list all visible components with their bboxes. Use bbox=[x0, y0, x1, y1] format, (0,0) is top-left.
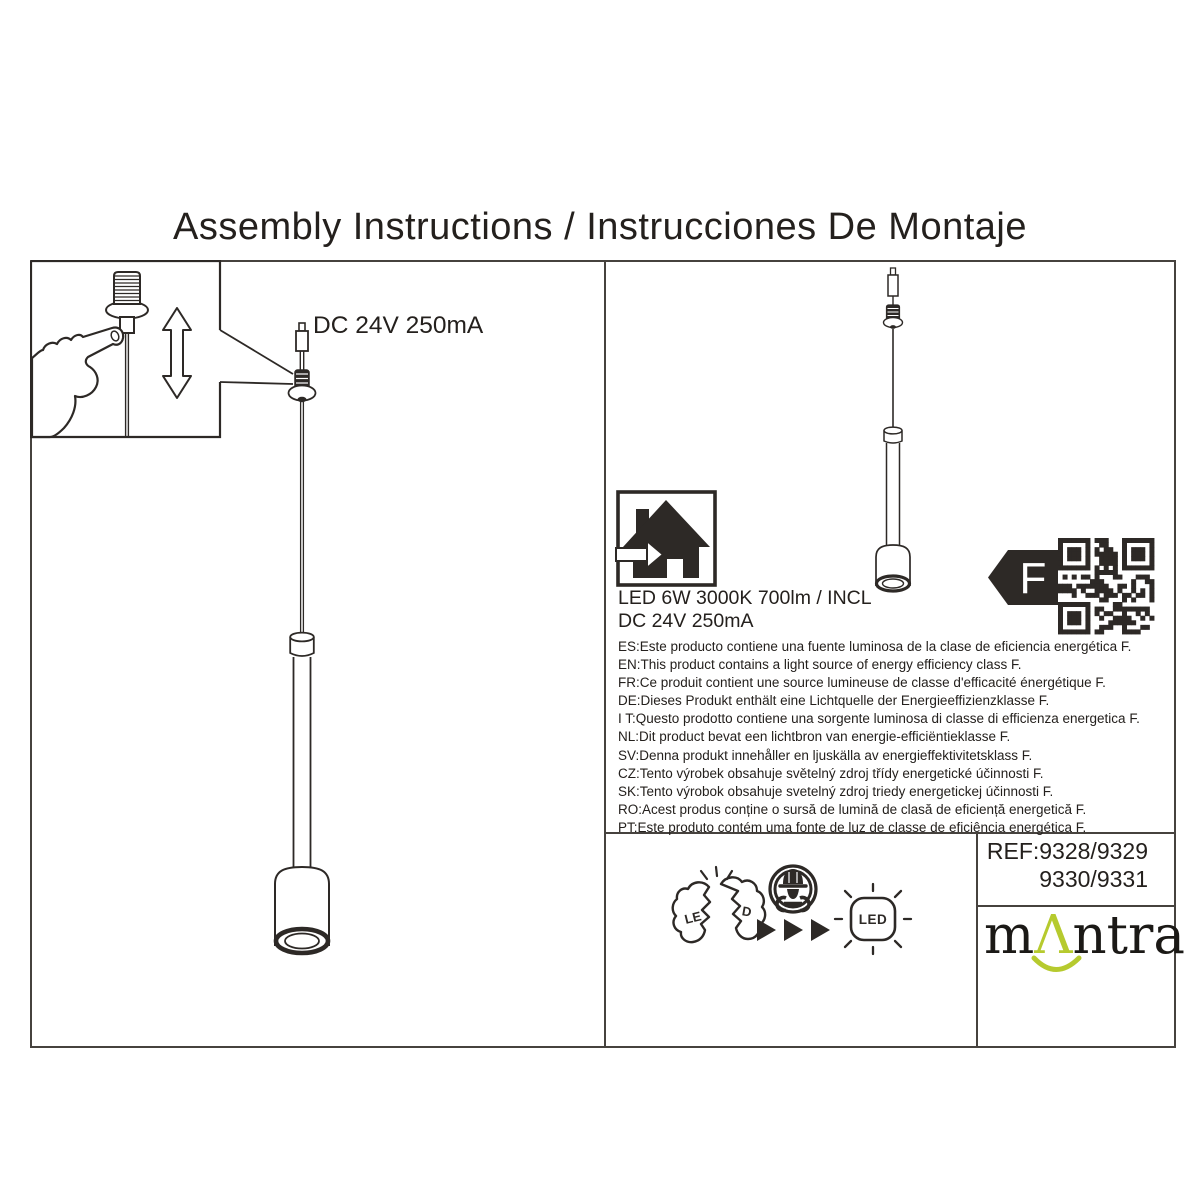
threaded-stud bbox=[106, 272, 148, 437]
lamp-spec-line1: LED 6W 3000K 700lm / INCL bbox=[618, 587, 872, 609]
brand-caret: Λ bbox=[1034, 905, 1073, 966]
brand-suffix: ntra bbox=[1072, 905, 1185, 966]
glowing-led-label: LED bbox=[858, 912, 888, 927]
triple-arrow-icon bbox=[757, 919, 830, 941]
language-line: DE:Dieses Produkt enthält eine Lichtquelle der Energieeffizienzklasse F. bbox=[618, 693, 1050, 709]
energy-class-letter: F bbox=[1019, 554, 1047, 603]
energy-class-arrow bbox=[988, 550, 1058, 605]
language-line: CZ:Tento výrobek obsahuje světelný zdroj třídy energetické účinnosti F. bbox=[618, 765, 1044, 781]
left-panel bbox=[31, 261, 329, 953]
broken-led-label-left: LE bbox=[683, 908, 703, 927]
ref-line-2: 9330/9331 bbox=[1039, 865, 1148, 892]
broken-led-icon bbox=[673, 867, 765, 942]
qr-code bbox=[1058, 538, 1154, 634]
language-line: PT:Este produto contém uma fonte de luz de classe de eficiência energética F. bbox=[618, 819, 1087, 835]
hand-illustration bbox=[32, 328, 123, 437]
language-line: NL:Dit product bevat een lichtbron van energie-efficiëntieklasse F. bbox=[618, 729, 1011, 745]
lamp-body bbox=[275, 867, 329, 953]
ref-line-1: REF:9328/9329 bbox=[986, 838, 1148, 864]
page-title: Assembly Instructions / Instrucciones De Montaje bbox=[172, 206, 1027, 248]
brand-logo bbox=[984, 905, 1185, 966]
indoor-use-icon bbox=[616, 492, 715, 585]
lamp-cap bbox=[290, 633, 314, 656]
pendant-lamp-left bbox=[275, 323, 329, 953]
language-line: ES:Este producto contiene una fuente luminosa de la clase de eficiencia energética F. bbox=[618, 639, 1132, 654]
language-line: SV:Denna produkt innehåller en ljuskälla av energieffektivitetsklass F. bbox=[618, 747, 1033, 763]
language-line: I T:Questo prodotto contiene una sorgente luminosa di classe di efficienza energetica F. bbox=[618, 711, 1140, 727]
dc-plug bbox=[296, 323, 308, 370]
language-line: RO:Acest produs conține o sursă de lumină de clasă de eficiență energetică F. bbox=[618, 801, 1087, 817]
reference-numbers bbox=[987, 838, 1148, 893]
cord-gripper bbox=[289, 370, 316, 402]
callout-lines bbox=[220, 330, 293, 384]
language-notes bbox=[618, 638, 1193, 837]
lamp-tube bbox=[294, 657, 311, 868]
power-spec-label: DC 24V 250mA bbox=[313, 312, 484, 339]
language-line: SK:Tento výrobok obsahuje svetelný zdroj triedy energetickej účinnosti F. bbox=[618, 783, 1054, 799]
pendant-lamp-right bbox=[876, 268, 910, 591]
lamp-spec-line2: DC 24V 250mA bbox=[618, 610, 754, 632]
up-down-arrow-icon bbox=[163, 308, 191, 398]
brand-prefix: m bbox=[984, 905, 1035, 966]
language-line: FR:Ce produit contient une source lumineuse de classe d'efficacité énergétique F. bbox=[618, 675, 1106, 691]
technician-icon bbox=[770, 866, 816, 912]
language-line: EN:This product contains a light source of energy efficiency class F. bbox=[618, 657, 1022, 673]
glowing-led-icon bbox=[835, 884, 911, 954]
broken-led-label-right: D bbox=[740, 903, 753, 920]
